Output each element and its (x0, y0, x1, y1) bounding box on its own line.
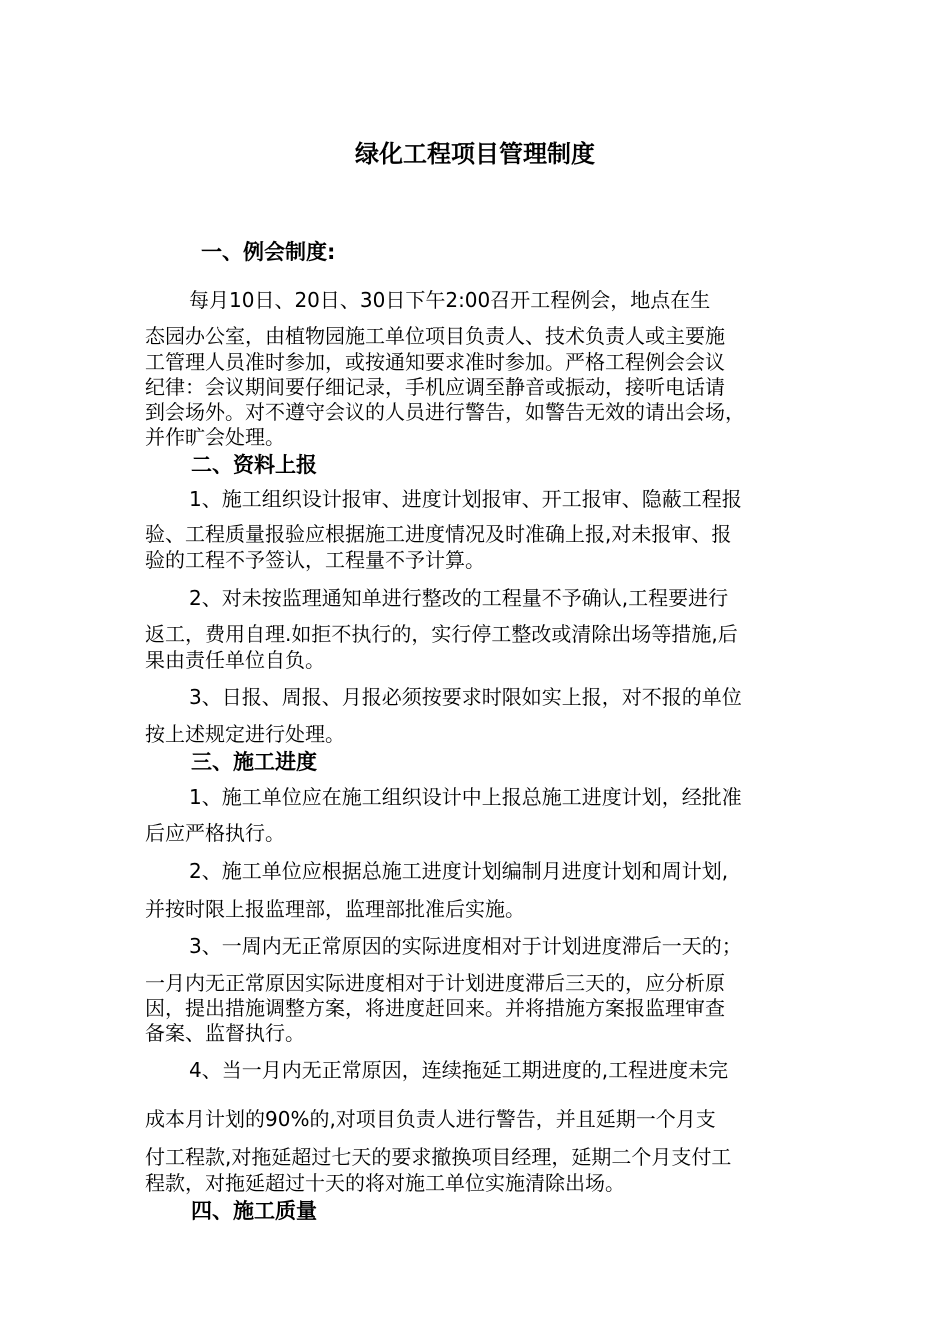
text-line: 每月10日、20日、30日下午2:00召开工程例会，地点在生 (189, 288, 711, 312)
text-line: 果由责任单位自负。 (145, 648, 325, 672)
text-line: 2、施工单位应根据总施工进度计划编制月进度计划和周计划, (189, 859, 729, 883)
section-heading-meeting: 一、例会制度: (201, 240, 336, 264)
text-line: 4、当一月内无正常原因，连续拖延工期进度的,工程进度未完 (189, 1058, 729, 1082)
text-line: 工管理人员准时参加，或按通知要求准时参加。严格工程例会会议 (145, 350, 725, 374)
text-line: 纪律：会议期间要仔细记录，手机应调至静音或振动，接听电话请 (145, 375, 725, 399)
section-heading-quality: 四、施工质量 (191, 1199, 317, 1223)
text-line: 一月内无正常原因实际进度相对于计划进度滞后三天的，应分析原 (145, 971, 725, 995)
text-line: 返工，费用自理.如拒不执行的，实行停工整改或清除出场等措施,后 (145, 622, 738, 646)
page-title: 绿化工程项目管理制度 (355, 140, 595, 168)
text-line: 成本月计划的90%的,对项目负责人进行警告，并且延期一个月支 (145, 1107, 716, 1131)
text-line: 验、工程质量报验应根据施工进度情况及时准确上报,对未报审、报 (145, 522, 732, 546)
text-line: 程款，对拖延超过十天的将对施工单位实施清除出场。 (145, 1171, 625, 1195)
text-line: 按上述规定进行处理。 (145, 722, 345, 746)
text-line: 到会场外。对不遵守会议的人员进行警告，如警告无效的请出会场， (145, 400, 745, 424)
section-heading-documents: 二、资料上报 (191, 453, 317, 477)
text-line: 1、施工组织设计报审、进度计划报审、开工报审、隐蔽工程报 (189, 487, 742, 511)
text-line: 备案、监督执行。 (145, 1021, 305, 1045)
text-line: 并作旷会处理。 (145, 425, 285, 449)
text-line: 并按时限上报监理部，监理部批准后实施。 (145, 897, 525, 921)
section-heading-progress: 三、施工进度 (191, 750, 317, 774)
text-line: 因，提出措施调整方案，将进度赶回来。并将措施方案报监理审查 (145, 996, 725, 1020)
text-line: 1、施工单位应在施工组织设计中上报总施工进度计划，经批准 (189, 785, 742, 809)
text-line: 2、对未按监理通知单进行整改的工程量不予确认,工程要进行 (189, 586, 729, 610)
text-line: 态园办公室，由植物园施工单位项目负责人、技术负责人或主要施 (145, 324, 725, 348)
text-line: 付工程款,对拖延超过七天的要求撤换项目经理，延期二个月支付工 (145, 1145, 732, 1169)
text-line: 3、日报、周报、月报必须按要求时限如实上报，对不报的单位 (189, 685, 742, 709)
text-line: 3、一周内无正常原因的实际进度相对于计划进度滞后一天的； (189, 934, 742, 958)
text-line: 后应严格执行。 (145, 821, 285, 845)
text-line: 验的工程不予签认，工程量不予计算。 (145, 548, 485, 572)
